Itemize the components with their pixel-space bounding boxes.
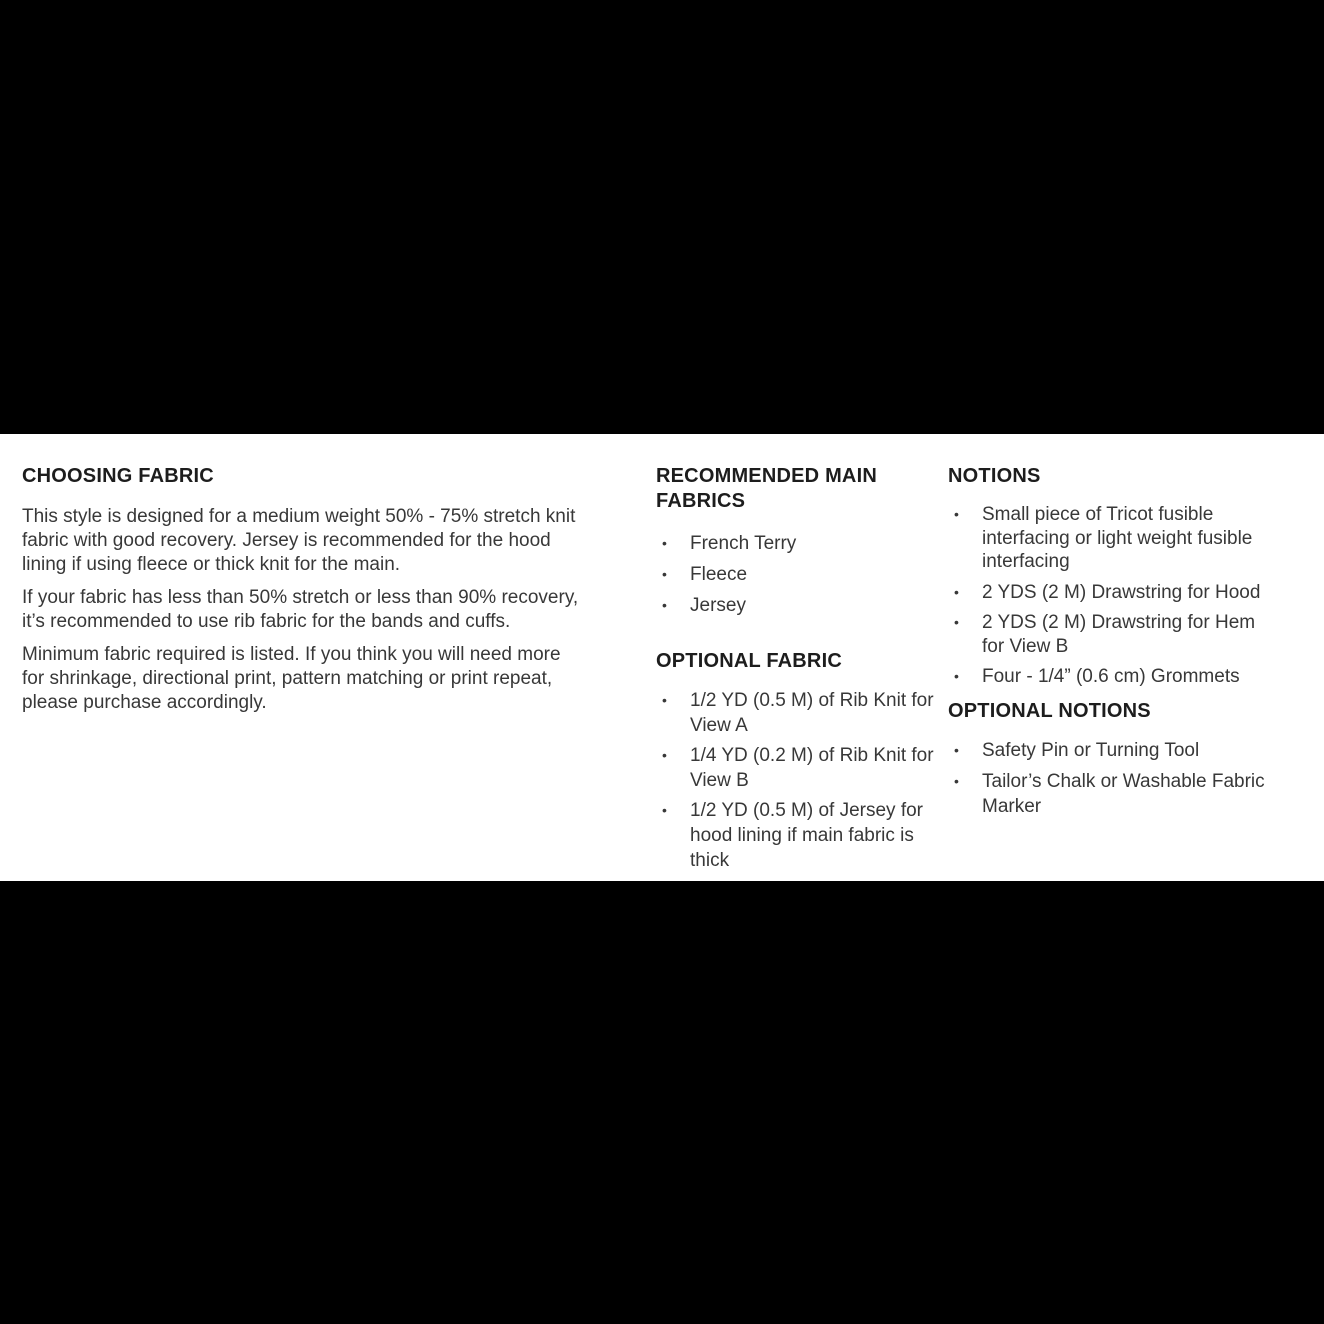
recommended-fabrics-list — [656, 528, 936, 621]
list-item — [656, 688, 936, 738]
bullet-icon: • — [662, 692, 667, 708]
bullet-icon: • — [954, 583, 959, 600]
paragraph-fabric-weight: This style is designed for a medium weight 50% - 75% stretch knit fabric with good recovery. Jersey is recommended for the hood lining if using fleece or thick knit for the main. — [22, 506, 576, 575]
bullet-icon: • — [662, 597, 667, 613]
bullet-icon: • — [954, 506, 959, 522]
list-item — [948, 503, 1272, 574]
paragraph-stretch-recovery: If your fabric has less than 50% stretch or less than 90% recovery, it’s recommended to use rib fabric for the bands and cuffs. — [22, 587, 579, 632]
heading-optional-notions: OPTIONAL NOTIONS — [948, 699, 1151, 722]
bullet-icon: • — [954, 614, 959, 630]
list-item — [948, 665, 1272, 689]
column-fabrics — [656, 464, 936, 878]
bullet-icon: • — [954, 772, 959, 789]
list-item-text: 1/4 YD (0.2 M) of Rib Knit for View B — [690, 745, 934, 791]
list-item-text: 2 YDS (2 M) Drawstring for Hood — [982, 581, 1261, 603]
optional-fabric-list — [656, 688, 936, 873]
heading-choosing-fabric: CHOOSING FABRIC — [22, 465, 214, 487]
column-choosing-fabric — [22, 464, 583, 724]
bullet-icon: • — [662, 566, 667, 582]
list-item — [656, 798, 936, 873]
list-item-text: Tailor’s Chalk or Washable Fabric Marker — [982, 770, 1265, 817]
instructions-panel — [0, 434, 1324, 881]
list-item-text: Four - 1/4” (0.6 cm) Grommets — [982, 666, 1240, 687]
list-item-text: Safety Pin or Turning Tool — [982, 739, 1200, 761]
list-item — [656, 743, 936, 793]
list-item — [948, 769, 1272, 819]
bullet-icon: • — [954, 741, 959, 758]
notions-list — [948, 503, 1272, 689]
paragraph-minimum-fabric: Minimum fabric required is listed. If you think you will need more for shrinkage, directional print, pattern matching or print repeat, please purchase accordingly. — [22, 644, 561, 713]
bullet-icon: • — [662, 747, 667, 763]
bullet-icon: • — [662, 535, 667, 551]
list-item — [948, 611, 1272, 658]
list-item — [656, 528, 936, 559]
heading-notions: NOTIONS — [948, 465, 1041, 487]
list-item-text: Small piece of Tricot fusible interfacing or light weight fusible interfacing — [982, 504, 1253, 572]
list-item — [656, 559, 936, 590]
list-item-text: 2 YDS (2 M) Drawstring for Hem for View B — [982, 612, 1256, 657]
list-item-text: 1/2 YD (0.5 M) of Jersey for hood lining if main fabric is thick — [690, 800, 924, 871]
heading-optional-fabric: OPTIONAL FABRIC — [656, 650, 842, 672]
list-item-text: 1/2 YD (0.5 M) of Rib Knit for View A — [690, 690, 934, 736]
heading-recommended-main-fabrics: RECOMMENDED MAIN FABRICS — [656, 465, 877, 512]
list-item — [656, 590, 936, 621]
list-item-text: French Terry — [690, 533, 797, 554]
optional-notions-list — [948, 738, 1272, 819]
column-notions — [948, 464, 1272, 825]
list-item-text: Jersey — [690, 595, 746, 616]
bullet-icon: • — [662, 802, 667, 818]
list-item — [948, 581, 1272, 605]
bullet-icon: • — [954, 668, 959, 684]
list-item — [948, 738, 1272, 763]
list-item-text: Fleece — [690, 564, 748, 585]
